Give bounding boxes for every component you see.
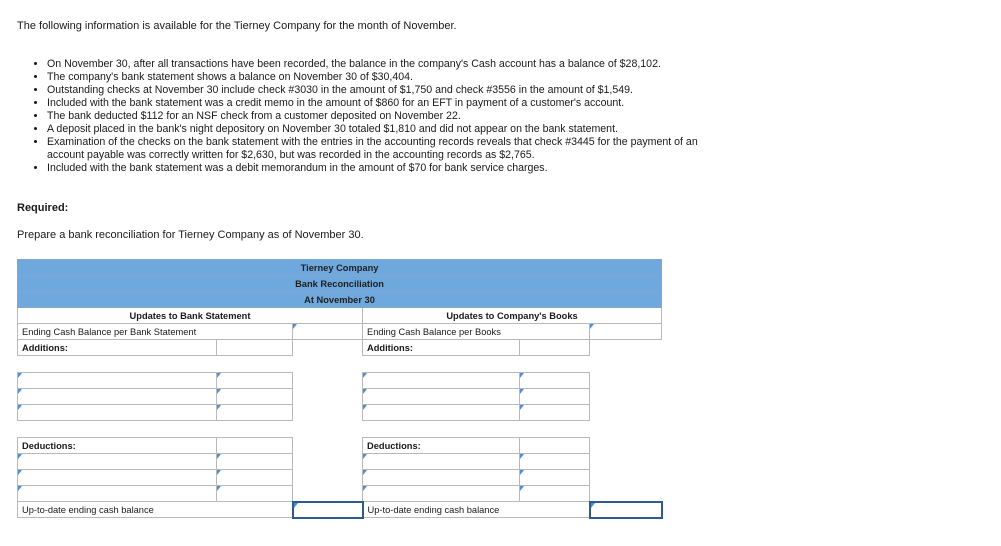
books-addition-description-1[interactable] bbox=[363, 373, 520, 389]
books-deduction-amount-1[interactable] bbox=[520, 454, 590, 470]
bank-uptodate-label: Up-to-date ending cash balance bbox=[18, 502, 293, 518]
books-addition-description-3[interactable] bbox=[363, 405, 520, 421]
bank-deduction-amount-2[interactable] bbox=[217, 470, 293, 486]
bank-addition-description-3[interactable] bbox=[18, 405, 217, 421]
books-deduction-description-3[interactable] bbox=[363, 486, 520, 502]
books-deduction-amount-3[interactable] bbox=[520, 486, 590, 502]
list-item: • A deposit placed in the bank's night depository on November 30 totaled $1,810 and did not appear on the bank statement. bbox=[47, 123, 737, 136]
books-ending-input[interactable] bbox=[590, 324, 661, 339]
list-item: • Examination of the checks on the bank statement with the entries in the accounting records reveals that check #3445 for the payment of an account payable was correctly written for $2,630, but was recorded in the accounting records as $2,765. bbox=[47, 136, 737, 162]
books-ending-cell[interactable] bbox=[590, 324, 662, 340]
books-additions-label: Additions: bbox=[363, 340, 520, 356]
books-uptodate-cell[interactable] bbox=[590, 502, 662, 518]
books-uptodate-input[interactable] bbox=[591, 503, 661, 517]
bank-deduction-description-2[interactable] bbox=[18, 470, 217, 486]
list-item: • Included with the bank statement was a debit memorandum in the amount of $70 for bank service charges. bbox=[47, 162, 737, 175]
required-label: Required: bbox=[17, 202, 69, 214]
books-addition-amount-1[interactable] bbox=[520, 373, 590, 389]
list-item: • The bank deducted $112 for an NSF check from a customer deposited on November 22. bbox=[47, 110, 737, 123]
bank-uptodate-input[interactable] bbox=[294, 503, 362, 517]
books-uptodate-label: Up-to-date ending cash balance bbox=[363, 502, 590, 518]
bank-deductions-label: Deductions: bbox=[18, 438, 217, 454]
company-name: Tierney Company bbox=[18, 260, 662, 276]
bank-addition-amount-1[interactable] bbox=[217, 373, 293, 389]
books-addition-amount-2[interactable] bbox=[520, 389, 590, 405]
books-addition-description-2[interactable] bbox=[363, 389, 520, 405]
bank-addition-description-1[interactable] bbox=[18, 373, 217, 389]
bank-addition-amount-3[interactable] bbox=[217, 405, 293, 421]
books-section-header: Updates to Company's Books bbox=[363, 308, 662, 324]
books-deduction-amount-2[interactable] bbox=[520, 470, 590, 486]
bank-additions-label: Additions: bbox=[18, 340, 217, 356]
prompt-text: Prepare a bank reconciliation for Tierney Company as of November 30. bbox=[17, 229, 364, 241]
books-deductions-label: Deductions: bbox=[363, 438, 520, 454]
list-item: • Included with the bank statement was a credit memo in the amount of $860 for an EFT in payment of a customer's account. bbox=[47, 97, 737, 110]
bank-deduction-amount-1[interactable] bbox=[217, 454, 293, 470]
bank-uptodate-cell[interactable] bbox=[293, 502, 363, 518]
list-item: • The company's bank statement shows a balance on November 30 of $30,404. bbox=[47, 71, 737, 84]
bank-section-header: Updates to Bank Statement bbox=[18, 308, 363, 324]
facts-list bbox=[30, 58, 737, 175]
list-item: • On November 30, after all transactions have been recorded, the balance in the company's Cash account has a balance of $28,102. bbox=[47, 58, 737, 71]
bank-deduction-description-1[interactable] bbox=[18, 454, 217, 470]
books-deduction-description-1[interactable] bbox=[363, 454, 520, 470]
bank-addition-amount-2[interactable] bbox=[217, 389, 293, 405]
bank-addition-description-2[interactable] bbox=[18, 389, 217, 405]
bank-reconciliation-table bbox=[17, 259, 663, 519]
intro-text: The following information is available for the Tierney Company for the month of November. bbox=[17, 20, 457, 32]
bank-ending-cell[interactable] bbox=[293, 324, 363, 340]
books-deduction-description-2[interactable] bbox=[363, 470, 520, 486]
books-addition-amount-3[interactable] bbox=[520, 405, 590, 421]
table-title: Bank Reconciliation bbox=[18, 276, 662, 292]
list-item: • Outstanding checks at November 30 include check #3030 in the amount of $1,750 and check #3556 in the amount of $1,549. bbox=[47, 84, 737, 97]
bank-ending-label: Ending Cash Balance per Bank Statement bbox=[18, 324, 293, 340]
bank-ending-input[interactable] bbox=[293, 324, 362, 339]
bank-deduction-description-3[interactable] bbox=[18, 486, 217, 502]
table-date: At November 30 bbox=[18, 292, 662, 308]
books-ending-label: Ending Cash Balance per Books bbox=[363, 324, 590, 340]
bank-deduction-amount-3[interactable] bbox=[217, 486, 293, 502]
